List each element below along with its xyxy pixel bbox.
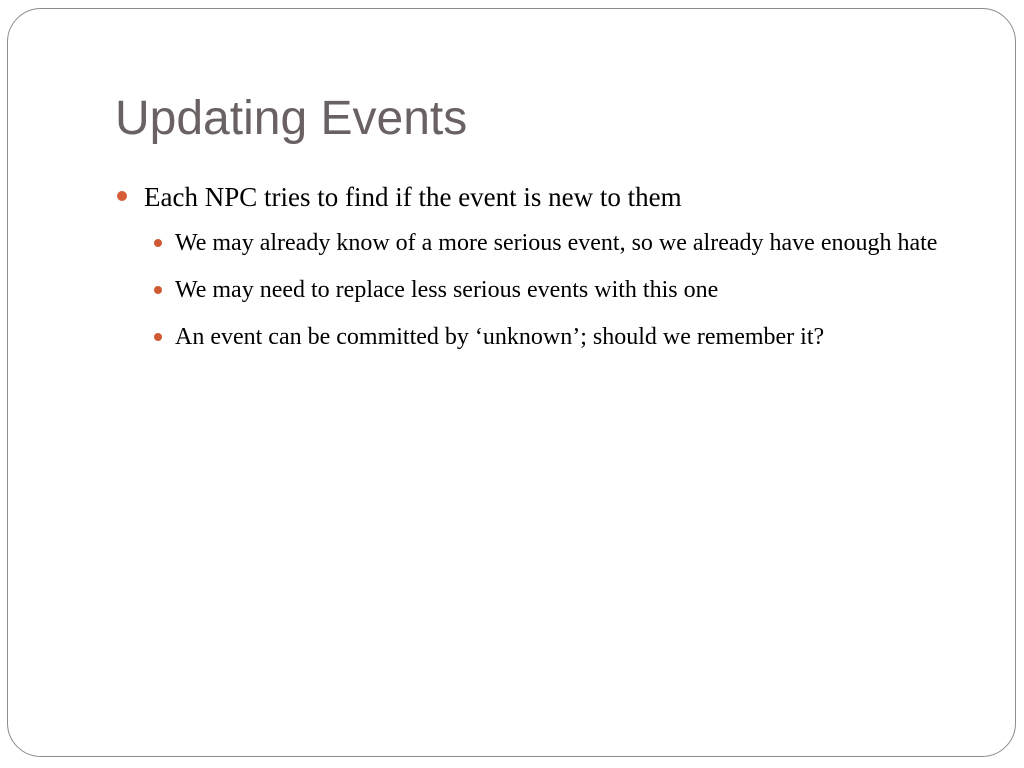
- bullet-dot-icon: [154, 239, 162, 247]
- sub-bullet-list: [115, 223, 938, 357]
- sub-bullet-text: We may need to replace less serious events with this one: [175, 277, 719, 303]
- slide-frame: [7, 8, 1016, 757]
- sub-bullet-text: An event can be committed by ‘unknown’; should we remember it?: [175, 324, 825, 350]
- sub-bullet-item: [144, 317, 955, 357]
- bullet-dot-icon: [154, 286, 162, 294]
- bullet-dot-icon: [154, 333, 162, 341]
- slide-title: Updating Events: [115, 92, 468, 145]
- bullet-item: [115, 179, 935, 215]
- sub-bullet-item: [144, 270, 955, 310]
- slide-body: [115, 179, 938, 364]
- sub-bullet-item: [144, 223, 955, 263]
- bullet-dot-icon: [117, 191, 127, 201]
- sub-bullet-text: We may already know of a more serious event, so we already have enough hate: [175, 230, 938, 256]
- bullet-text: Each NPC tries to find if the event is new to them: [144, 182, 682, 212]
